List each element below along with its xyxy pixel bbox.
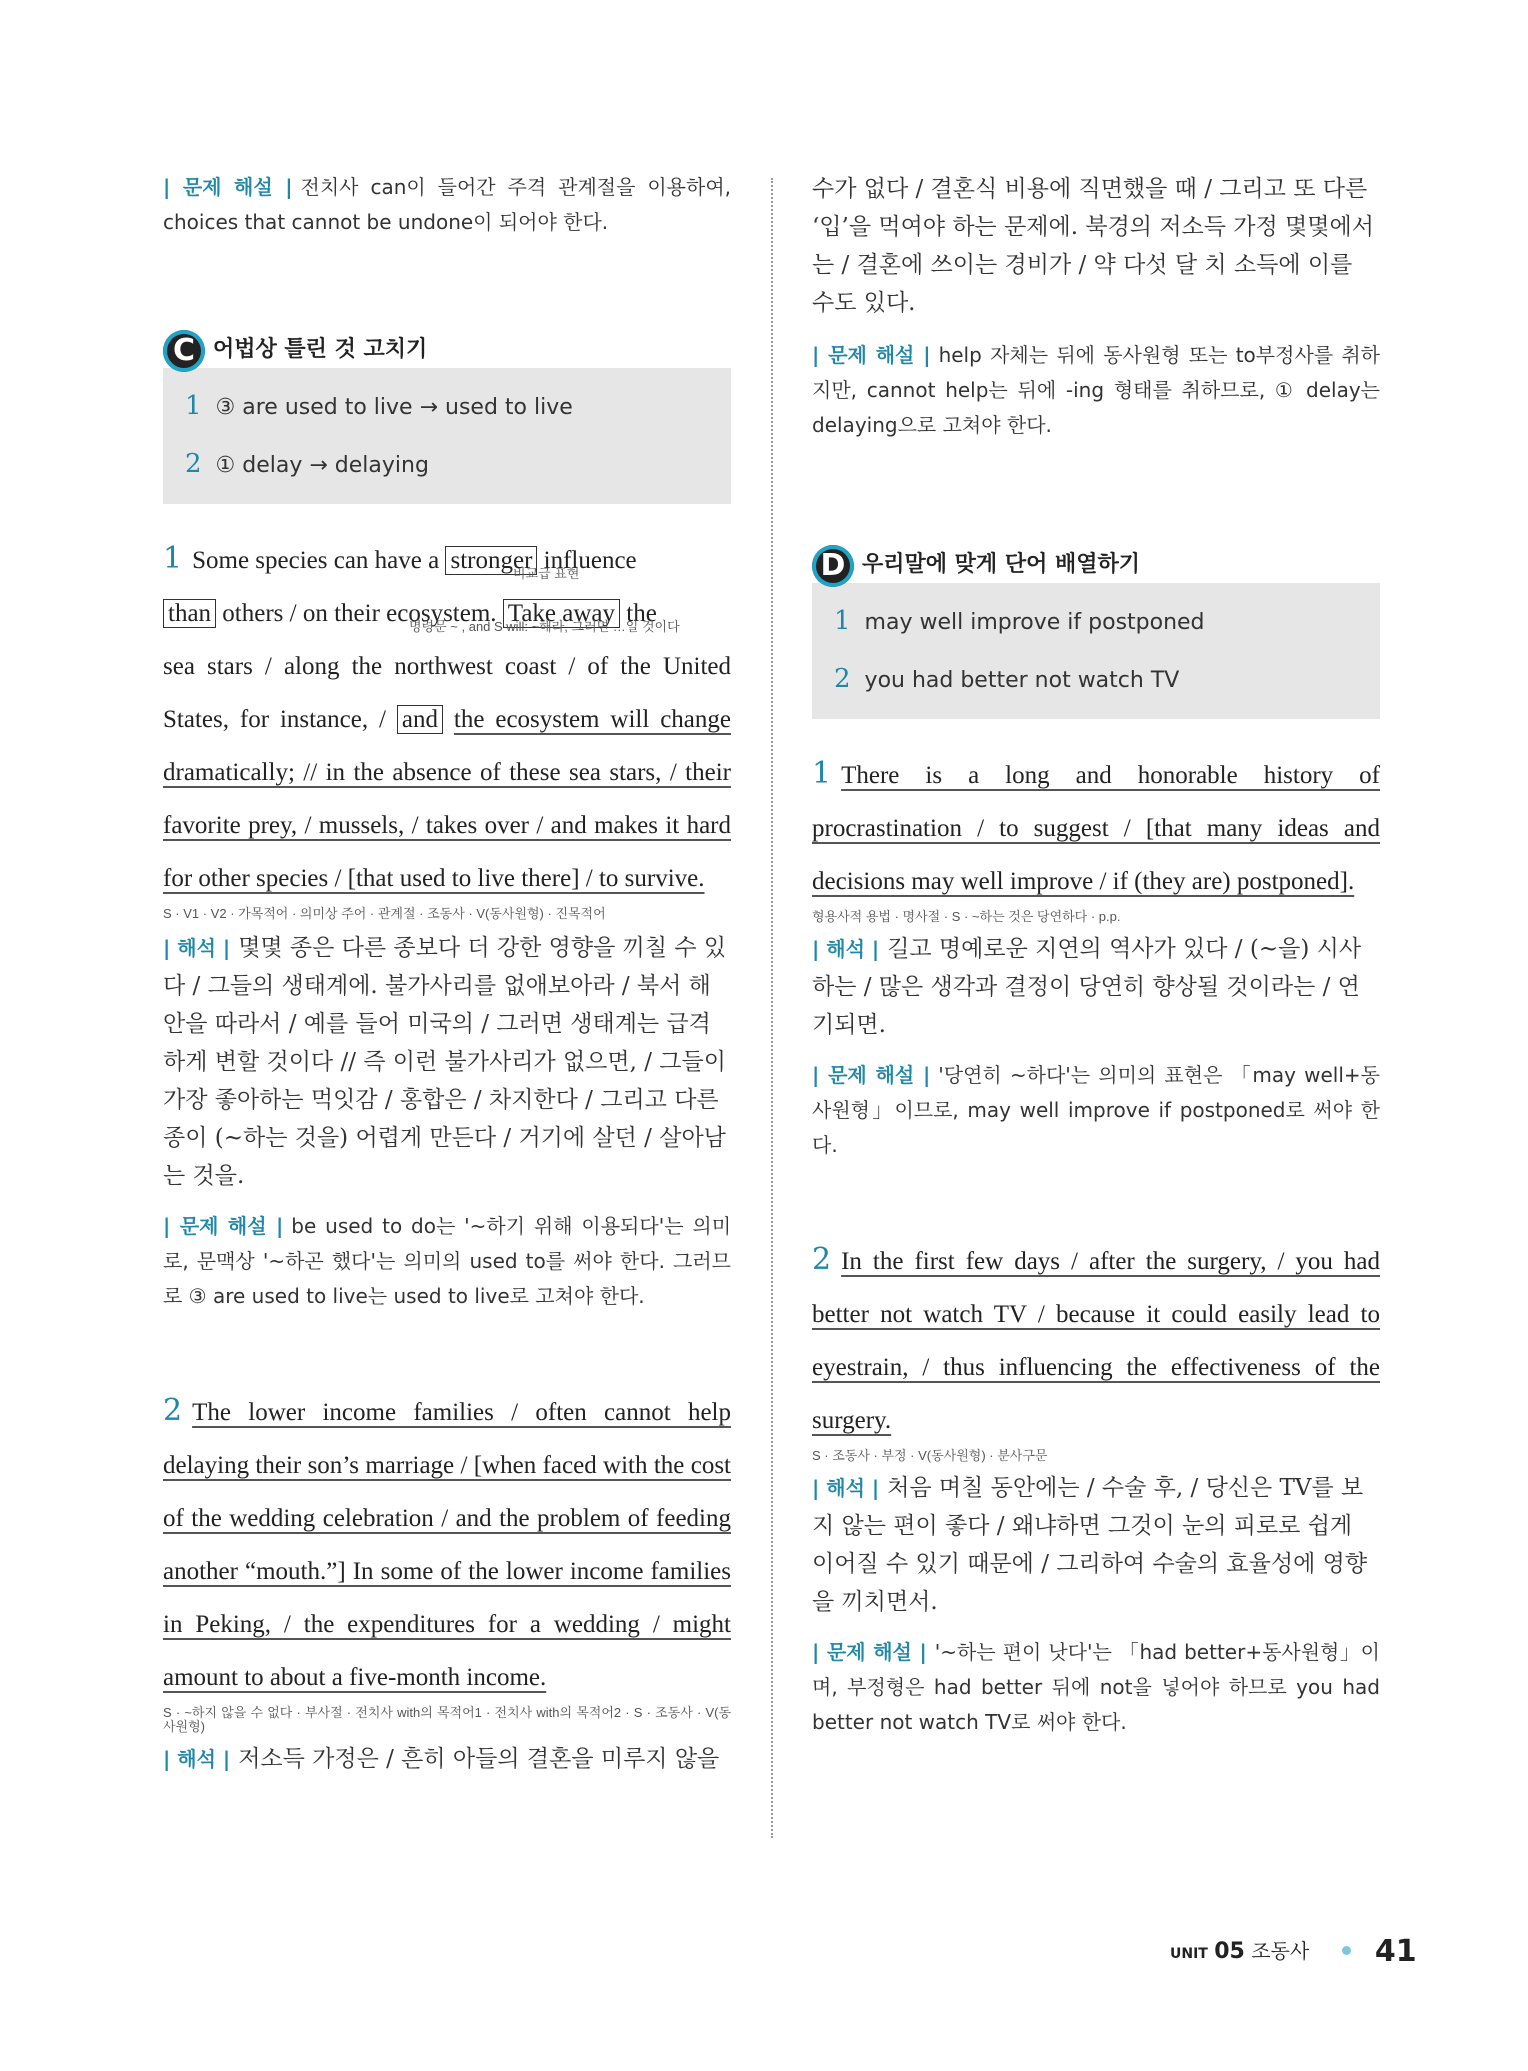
answer-number: 2: [834, 664, 851, 694]
section-d-badge: D: [812, 545, 854, 587]
page-footer: [1170, 1934, 1417, 1969]
answer-item: [834, 651, 1358, 709]
answer-text: ③ are used to live → used to live: [215, 395, 573, 420]
boxed-word: stronger: [445, 546, 537, 575]
answer-item: [834, 593, 1358, 651]
passage-number: 2: [812, 1242, 832, 1277]
explanation-text: be used to do는 '~하기 위해 이용되다'는 의미로, 문맥상 '~하곤 했다'는 의미의 used to를 써야 한다. 그러므로 ③ are used to live는 used to live로 고쳐야 한다.: [163, 1214, 732, 1308]
boxed-word: than: [163, 599, 216, 628]
explanation-tag: | 문제 해설 |: [163, 1214, 284, 1238]
problem-explanation: [812, 1635, 1380, 1740]
passage-number: 1: [812, 756, 832, 791]
translation-text: 처음 며칠 동안에는 / 수술 후, / 당신은 TV를 보지 않는 편이 좋다 / 왜냐하면 그것이 눈의 피로로 쉽게 이어질 수 있기 때문에 / 그리하여 수술의 효율성에 영향을 끼치면서.: [812, 1475, 1368, 1615]
section-c-header: [163, 328, 731, 376]
passage-1: [163, 532, 731, 921]
answer-number: 2: [185, 449, 202, 479]
passage-text: the: [626, 600, 657, 627]
boxed-word: and: [397, 705, 443, 734]
passage-1: [812, 747, 1380, 924]
explanation-text: '~하는 편이 낫다'는 「had better+동사원형」이며, 부정형은 had better 뒤에 not을 넣어야 하므로 you had better not watch TV로 써야 한다.: [812, 1640, 1381, 1734]
column-divider: [771, 178, 773, 1838]
annotation: S · ~하지 않을 수 없다 · 부사절 · 전치사 with의 목적어1 · 전치사 with의 목적어2 · S · 조동사 · V(동사원형): [163, 1705, 731, 1734]
left-column: [163, 170, 731, 1778]
section-d-answers: [812, 583, 1380, 719]
section-c-answers: [163, 368, 731, 504]
explanation-text: 전치사 can이 들어간 주격 관계절을 이용하여, choices that cannot be undone이 되어야 한다.: [163, 175, 731, 234]
passage-text: influence: [543, 547, 637, 574]
explanation-tag: | 문제 해설 |: [812, 343, 931, 367]
answer-number: 1: [185, 391, 202, 421]
passage-text: sea stars / along the northwest coast / of the United States, for instance, /: [163, 653, 731, 733]
annotation: 명령문 ~ , and S will: ~해라, 그러면 …일 것이다: [409, 619, 680, 634]
boxed-word: Take away: [503, 599, 620, 628]
explanation-tag: | 문제 해설 |: [163, 175, 293, 199]
passage-2: [163, 1384, 731, 1734]
explanation-tag: | 문제 해설 |: [812, 1640, 927, 1664]
passage-text: the ecosystem will change dramatically; // in the absence of these sea stars, / their favorite prey, / mussels, / takes over / and makes it hard for other species / [that used to live there] / to survive.: [163, 706, 731, 892]
problem-explanation: [812, 1058, 1380, 1163]
unit-title: 조동사: [1251, 1939, 1310, 1963]
translation: [163, 929, 731, 1195]
answer-number: 1: [834, 606, 851, 636]
problem-explanation: [812, 338, 1380, 443]
unit-label: UNIT: [1170, 1946, 1208, 1962]
passage-text: There is a long and honorable history of procrastination / to suggest / [that many ideas and decisions may well improve / if (they are) postponed].: [812, 762, 1380, 895]
translation: [163, 1740, 731, 1778]
annotation: 비교급 표현: [513, 566, 580, 581]
answer-item: [185, 436, 709, 494]
translation-tag: | 해석 |: [163, 936, 231, 960]
translation: [812, 930, 1380, 1044]
answer-item: [185, 378, 709, 436]
translation-text: 몇몇 종은 다른 종보다 더 강한 영향을 끼칠 수 있다 / 그들의 생태계에. 불가사리를 없애보아라 / 북서 해안을 따라서 / 예를 들어 미국의 / 그러면 생태계는 급격하게 변할 것이다 // 즉 이런 불가사리가 없으면, / 그들이 가장 좋아하는 먹잇감 / 홍합은 / 차지한다 / 그리고 다른 종이 (~하는 것을) 어렵게 만든다 / 거기에 살던 / 살아남는 것을.: [163, 935, 727, 1189]
page-number: 41: [1374, 1934, 1417, 1969]
answer-text: may well improve if postponed: [864, 610, 1205, 635]
explanation-text: '당연히 ~하다'는 의미의 표현은 「may well+동사원형」이므로, may well improve if postponed로 써야 한다.: [812, 1063, 1380, 1157]
annotation: S · 조동사 · 부정 · V(동사원형) · 분사구문: [812, 1448, 1048, 1463]
section-c-title: 어법상 틀린 것 고치기: [213, 337, 428, 362]
annotation: 형용사적 용법 · 명사절 · S · ~하는 것은 당연하다 · p.p.: [812, 909, 1121, 924]
bullet-dot-icon: [1342, 1946, 1351, 1955]
explanation-text: help 자체는 뒤에 동사원형 또는 to부정사를 취하지만, cannot help는 뒤에 -ing 형태를 취하므로, ① delay는 delaying으로 고쳐야 한다.: [812, 343, 1380, 437]
right-column: [812, 170, 1380, 1740]
section-c-badge: C: [163, 330, 205, 372]
annotation: S · V1 · V2 · 가목적어 · 의미상 주어 · 관계절 · 조동사 · V(동사원형) · 진목적어: [163, 906, 606, 921]
passage-text: The lower income families / often cannot help delaying their son’s marriage / [when faced with the cost of the wedding celebration / and the problem of feeding another “mouth.”] In some of the lower income families in Peking, / the expenditures for a wedding / might amount to about a five-month income.: [163, 1399, 731, 1691]
passage-text: In the first few days / after the surgery, / you had better not watch TV / because it could easily lead to eyestrain, / thus influencing the effectiveness of the surgery.: [812, 1248, 1380, 1434]
passage-number: 2: [163, 1393, 183, 1428]
translation-text: 저소득 가정은 / 흔히 아들의 결혼을 미루지 않을: [238, 1746, 720, 1772]
translation-text: 길고 명예로운 지연의 역사가 있다 / (~을) 시사하는 / 많은 생각과 결정이 당연히 향상될 것이라는 / 연기되면.: [812, 936, 1362, 1038]
translation-tag: | 해석 |: [163, 1747, 231, 1771]
translation-tag: | 해석 |: [812, 1476, 880, 1500]
section-d-header: [812, 543, 1380, 591]
answer-text: ① delay → delaying: [215, 453, 429, 478]
passage-2: [812, 1233, 1380, 1463]
passage-number: 1: [163, 541, 183, 576]
translation: [812, 1469, 1380, 1621]
problem-explanation: [163, 1209, 731, 1314]
unit-number: 05: [1214, 1939, 1245, 1964]
explanation-tag: | 문제 해설 |: [812, 1063, 931, 1087]
answer-text: you had better not watch TV: [864, 668, 1180, 693]
passage-text: others / on their ecosystem.: [222, 600, 497, 627]
intro-explanation: [163, 170, 731, 240]
passage-text: Some species can have a: [192, 547, 440, 574]
translation-tag: | 해석 |: [812, 937, 880, 961]
translation-continued: 수가 없다 / 결혼식 비용에 직면했을 때 / 그리고 또 다른 ‘입’을 먹여야 하는 문제에. 북경의 저소득 가정 몇몇에서는 / 결혼에 쓰이는 경비가 / 약 다섯 달 치 소득에 이를 수도 있다.: [812, 176, 1374, 316]
section-d-title: 우리말에 맞게 단어 배열하기: [862, 552, 1141, 577]
